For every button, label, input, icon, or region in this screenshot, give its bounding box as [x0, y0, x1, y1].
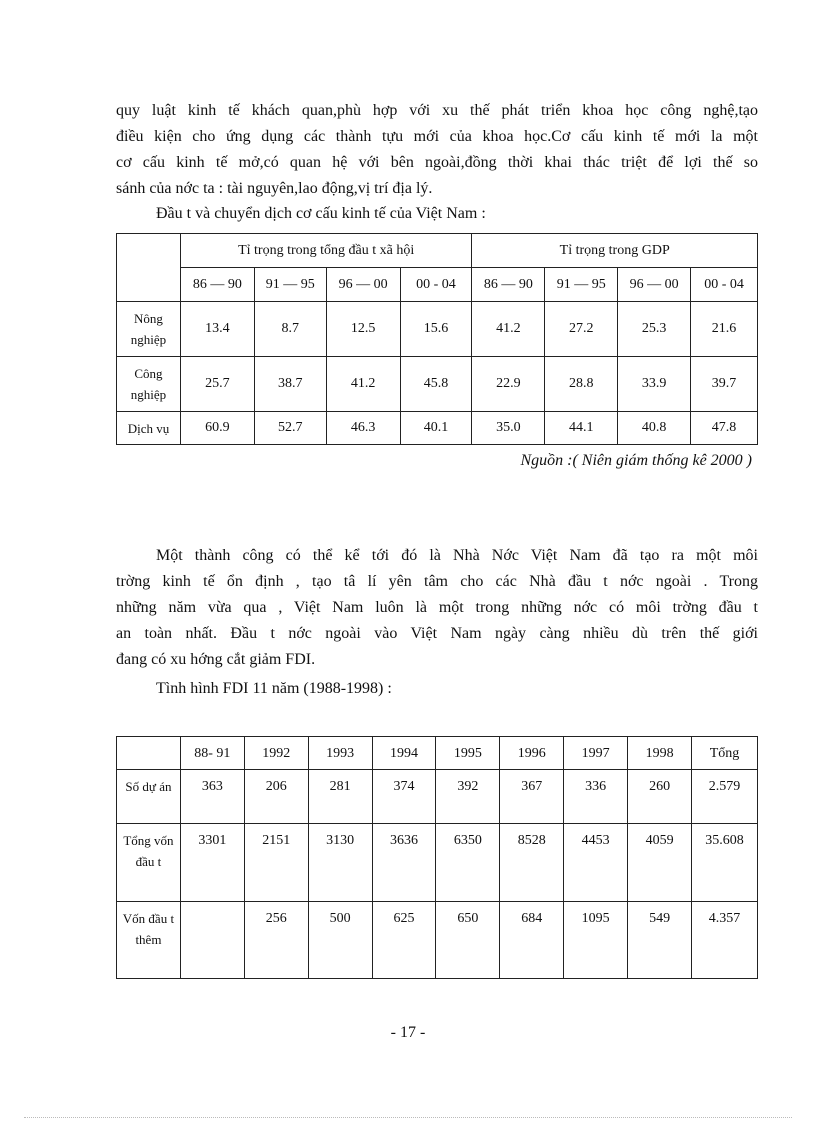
row-label: Số dự án — [117, 770, 181, 824]
table-cell: 374 — [372, 770, 436, 824]
table-row — [117, 302, 758, 357]
text-line: trờng kinh tế ổn định , tạo tâ lí yên tâm cho các Nhà đầu t nớc ngoài . Trong — [116, 573, 758, 590]
text-line: an toàn nhất. Đầu t nớc ngoài vào Việt Nam ngày càng nhiều dù trên thế giới — [116, 625, 758, 642]
table-cell: 25.7 — [180, 357, 254, 412]
period-header: 96 — 00 — [618, 268, 691, 302]
total-header: Tổng — [692, 737, 758, 770]
table-cell: 15.6 — [400, 302, 472, 357]
text-line: đang có xu hớng cắt giảm FDI. — [116, 651, 316, 668]
row-label: Tổng vốn đầu t — [117, 824, 181, 902]
table-cell: 52.7 — [254, 412, 326, 445]
table-cell: 367 — [500, 770, 564, 824]
table-cell: 39.7 — [691, 357, 758, 412]
table-cell: 4.357 — [692, 902, 758, 979]
year-header: 1996 — [500, 737, 564, 770]
text-line: những năm vừa qua , Việt Nam luôn là một trong những nớc có môi trờng đầu t — [116, 599, 758, 616]
table-cell: 363 — [180, 770, 244, 824]
table-cell: 60.9 — [180, 412, 254, 445]
corner-cell — [117, 737, 181, 770]
year-header: 1992 — [244, 737, 308, 770]
period-header: 91 — 95 — [545, 268, 618, 302]
text-line: Một thành công có thể kể tới đó là Nhà Nớc Việt Nam đã tạo ra một môi — [156, 547, 758, 564]
text-line: quy luật kinh tế khách quan,phù hợp với xu thế phát triển khoa học công nghệ,tạo — [116, 102, 758, 119]
table-cell: 684 — [500, 902, 564, 979]
group-header: Tỉ trọng trong GDP — [472, 234, 758, 268]
period-header: 00 - 04 — [400, 268, 472, 302]
period-header: 96 — 00 — [326, 268, 400, 302]
table-cell: 625 — [372, 902, 436, 979]
text-line: cơ cấu kinh tế mở,có quan hệ với bên ngoài,đồng thời khai thác triệt để lợi thế so — [116, 154, 758, 171]
table-cell: 2.579 — [692, 770, 758, 824]
table-cell: 650 — [436, 902, 500, 979]
table-cell: 3301 — [180, 824, 244, 902]
table-row — [117, 412, 758, 445]
table-cell: 336 — [564, 770, 628, 824]
year-header: 1997 — [564, 737, 628, 770]
investment-structure-table — [116, 233, 758, 445]
table-cell: 33.9 — [618, 357, 691, 412]
year-header: 1995 — [436, 737, 500, 770]
table-cell: 1095 — [564, 902, 628, 979]
table-cell: 45.8 — [400, 357, 472, 412]
year-header: 1994 — [372, 737, 436, 770]
row-label: Công nghiệp — [117, 357, 181, 412]
table-cell: 12.5 — [326, 302, 400, 357]
table-cell: 27.2 — [545, 302, 618, 357]
paragraph-1 — [116, 98, 758, 202]
row-label: Vốn đầu t thêm — [117, 902, 181, 979]
period-header: 00 - 04 — [691, 268, 758, 302]
row-label: Dịch vụ — [117, 412, 181, 445]
table1-source: Nguồn :( Niên giám thống kê 2000 ) — [520, 452, 752, 469]
table-cell: 3636 — [372, 824, 436, 902]
table-cell: 2151 — [244, 824, 308, 902]
table-cell: 206 — [244, 770, 308, 824]
table-cell: 44.1 — [545, 412, 618, 445]
table-cell: 28.8 — [545, 357, 618, 412]
table-cell: 4059 — [628, 824, 692, 902]
row-label: Nông nghiệp — [117, 302, 181, 357]
period-header: 86 — 90 — [180, 268, 254, 302]
table-cell: 41.2 — [326, 357, 400, 412]
table-cell: 22.9 — [472, 357, 545, 412]
table-row — [117, 357, 758, 412]
table-row — [117, 824, 758, 902]
paragraph-2 — [116, 543, 758, 673]
table-cell: 260 — [628, 770, 692, 824]
table-cell: 392 — [436, 770, 500, 824]
table-row — [117, 902, 758, 979]
table-cell: 40.1 — [400, 412, 472, 445]
table-cell: 46.3 — [326, 412, 400, 445]
table-cell: 500 — [308, 902, 372, 979]
table-cell: 13.4 — [180, 302, 254, 357]
table-cell: 281 — [308, 770, 372, 824]
table-cell: 4453 — [564, 824, 628, 902]
table-cell: 6350 — [436, 824, 500, 902]
period-header: 91 — 95 — [254, 268, 326, 302]
table-cell: 8.7 — [254, 302, 326, 357]
page-number: - 17 - — [390, 1024, 426, 1041]
group-header: Tỉ trọng trong tổng đầu t xã hội — [180, 234, 472, 268]
table-cell: 38.7 — [254, 357, 326, 412]
table-cell: 21.6 — [691, 302, 758, 357]
table-cell: 549 — [628, 902, 692, 979]
table-cell: 3130 — [308, 824, 372, 902]
table-cell: 8528 — [500, 824, 564, 902]
corner-cell — [117, 234, 181, 302]
period-header: 86 — 90 — [472, 268, 545, 302]
table-cell: 35.608 — [692, 824, 758, 902]
table-cell: 40.8 — [618, 412, 691, 445]
table-cell: 256 — [244, 902, 308, 979]
table2-caption: Tình hình FDI 11 năm (1988-1998) : — [156, 680, 392, 697]
table-row — [117, 770, 758, 824]
footer-divider — [24, 1117, 792, 1118]
year-header: 1993 — [308, 737, 372, 770]
table-cell: 47.8 — [691, 412, 758, 445]
year-header: 88- 91 — [180, 737, 244, 770]
table-cell — [180, 902, 244, 979]
text-line: sánh của nớc ta : tài nguyên,lao động,vị trí địa lý. — [116, 180, 433, 197]
table-cell: 25.3 — [618, 302, 691, 357]
year-header: 1998 — [628, 737, 692, 770]
table-cell: 35.0 — [472, 412, 545, 445]
table1-caption: Đầu t và chuyển dịch cơ cấu kinh tế của Việt Nam : — [156, 205, 486, 222]
fdi-table — [116, 736, 758, 979]
text-line: điều kiện cho ứng dụng các thành tựu mới của khoa học.Cơ cấu kinh tế mới la một — [116, 128, 758, 145]
table-cell: 41.2 — [472, 302, 545, 357]
